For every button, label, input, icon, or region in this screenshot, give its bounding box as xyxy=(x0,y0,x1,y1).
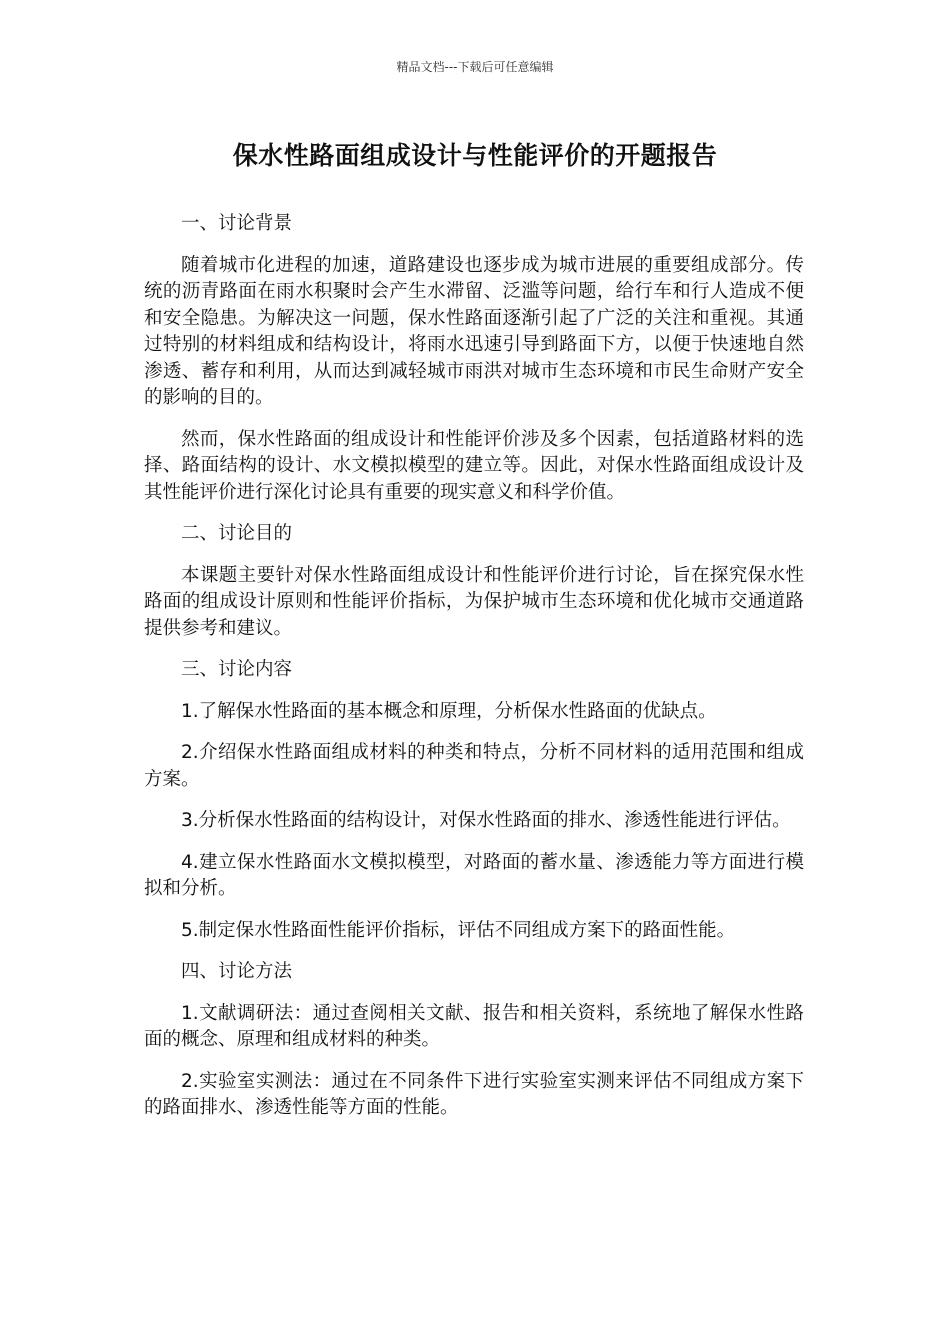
section-heading-methods: 四、讨论方法 xyxy=(181,961,293,982)
list-item: 1.文献调研法：通过查阅相关文献、报告和相关资料，系统地了解保水性路面的概念、原理和组成材料的种类。 xyxy=(144,1002,804,1050)
document-body xyxy=(144,211,804,1137)
list-item: 3.分析保水性路面的结构设计，对保水性路面的排水、渗透性能进行评估。 xyxy=(181,810,791,831)
paragraph: 随着城市化进程的加速，道路建设也逐步成为城市进展的重要组成部分。传统的沥青路面在雨水积聚时会产生水滞留、泛滥等问题，给行车和行人造成不便和安全隐患。为解决这一问题，保水性路面逐渐引起了广泛的关注和重视。其通过特别的材料组成和结构设计，将雨水迅速引导到路面下方，以便于快速地自然渗透、蓄存和利用，从而达到减轻城市雨洪对城市生态环境和市民生命财产安全的影响的目的。 xyxy=(144,254,804,408)
section-heading-purpose: 二、讨论目的 xyxy=(181,523,293,544)
section-heading-background: 一、讨论背景 xyxy=(181,213,293,234)
list-item: 4.建立保水性路面水文模拟模型，对路面的蓄水量、渗透能力等方面进行模拟和分析。 xyxy=(144,851,804,899)
paragraph: 本课题主要针对保水性路面组成设计和性能评价进行讨论，旨在探究保水性路面的组成设计原则和性能评价指标，为保护城市生态环境和优化城市交通道路提供参考和建议。 xyxy=(144,564,804,639)
paragraph: 然而，保水性路面的组成设计和性能评价涉及多个因素，包括道路材料的选择、路面结构的设计、水文模拟模型的建立等。因此，对保水性路面组成设计及其性能评价进行深化讨论具有重要的现实意义和科学价值。 xyxy=(144,428,804,503)
list-item: 1.了解保水性路面的基本概念和原理，分析保水性路面的优缺点。 xyxy=(181,700,717,722)
list-item: 2.实验室实测法：通过在不同条件下进行实验室实测来评估不同组成方案下的路面排水、渗透性能等方面的性能。 xyxy=(144,1070,804,1118)
page-header: 精品文档---下载后可任意编辑 xyxy=(396,60,554,74)
list-item: 2.介绍保水性路面组成材料的种类和特点，分析不同材料的适用范围和组成方案。 xyxy=(144,742,804,790)
section-heading-content: 三、讨论内容 xyxy=(181,659,293,680)
document-title: 保水性路面组成设计与性能评价的开题报告 xyxy=(232,141,718,170)
list-item: 5.制定保水性路面性能评价指标，评估不同组成方案下的路面性能。 xyxy=(181,919,736,941)
